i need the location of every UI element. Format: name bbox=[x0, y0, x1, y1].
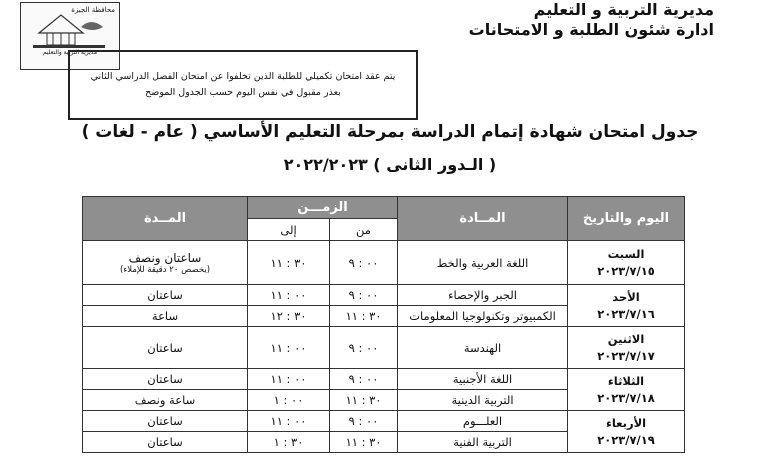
subject-cell: اللغة الأجنبية bbox=[398, 369, 568, 390]
day-cell: الاثنين ٢٠٢٣/٧/١٧ bbox=[568, 327, 685, 369]
time-to-cell: ٠٠ : ١١ bbox=[248, 369, 330, 390]
duration-cell: ساعتان bbox=[83, 369, 248, 390]
header-time: الزمـــن bbox=[248, 197, 398, 219]
duration-cell: ساعتان bbox=[83, 432, 248, 453]
time-from-cell: ٣٠ : ١١ bbox=[330, 432, 398, 453]
table-row bbox=[83, 369, 685, 390]
schedule-subtitle: ( الـدور الثانى ) ٢٠٢٢/٢٠٢٣ bbox=[283, 155, 497, 174]
time-to-cell: ٠٠ : ١١ bbox=[248, 411, 330, 432]
table-row bbox=[83, 411, 685, 432]
subject-cell: العلـــوم bbox=[398, 411, 568, 432]
time-to-cell: ٠٠ : ١١ bbox=[248, 285, 330, 306]
day-cell: الأربعاء ٢٠٢٣/٧/١٩ bbox=[568, 411, 685, 453]
exam-schedule-table bbox=[82, 196, 685, 453]
duration-cell: ساعتان bbox=[83, 327, 248, 369]
day-cell: الثلاثاء ٢٠٢٣/٧/١٨ bbox=[568, 369, 685, 411]
header-from: من bbox=[330, 219, 398, 241]
header-to: إلى bbox=[248, 219, 330, 241]
table-row bbox=[83, 241, 685, 285]
schedule-title: جدول امتحان شهادة إتمام الدراسة بمرحلة التعليم الأساسي ( عام - لغات ) bbox=[81, 122, 699, 142]
supplementary-exam-note bbox=[68, 50, 418, 120]
header-line-1: مديرية التربية و التعليم bbox=[533, 0, 714, 19]
duration-cell: ساعة ونصف bbox=[83, 390, 248, 411]
note-line-1: يتم عقد امتحان تكميلي للطلبة الذين تخلفوا عن امتحان الفصل الدراسي الثاني bbox=[90, 71, 396, 82]
note-line-2: بعذر مقبول في نفس اليوم حسب الجدول الموضح bbox=[145, 87, 341, 98]
time-from-cell: ٠٠ : ٩ bbox=[330, 241, 398, 285]
time-to-cell: ٣٠ : ١ bbox=[248, 432, 330, 453]
duration-cell: ساعة bbox=[83, 306, 248, 327]
day-cell: الأحد ٢٠٢٣/٧/١٦ bbox=[568, 285, 685, 327]
time-to-cell: ٣٠ : ١١ bbox=[248, 241, 330, 285]
directorate-header bbox=[354, 0, 714, 40]
logo-subtitle: مديرية التربية والتعليم bbox=[42, 49, 98, 56]
subject-cell: الجبر والإحصاء bbox=[398, 285, 568, 306]
subject-cell: اللغة العربية والخط bbox=[398, 241, 568, 285]
subject-cell: التربية الفنية bbox=[398, 432, 568, 453]
subject-cell: الكمبيوتر وتكنولوجيا المعلومات bbox=[398, 306, 568, 327]
duration-cell: ساعتان ونصف (يخصص ٢٠ دقيقة للإملاء) bbox=[83, 241, 248, 285]
time-from-cell: ٠٠ : ٩ bbox=[330, 327, 398, 369]
header-subject: المــادة bbox=[398, 197, 568, 241]
time-from-cell: ٠٠ : ٩ bbox=[330, 411, 398, 432]
time-from-cell: ٠٠ : ٩ bbox=[330, 285, 398, 306]
time-from-cell: ٣٠ : ١١ bbox=[330, 390, 398, 411]
time-from-cell: ٣٠ : ١١ bbox=[330, 306, 398, 327]
subject-cell: الهندسة bbox=[398, 327, 568, 369]
header-day: اليوم والتاريخ bbox=[568, 197, 685, 241]
table-row bbox=[83, 327, 685, 369]
logo-title: محافظة الجيزة bbox=[71, 6, 115, 14]
time-to-cell: ٠٠ : ١١ bbox=[248, 327, 330, 369]
header-duration: المــدة bbox=[83, 197, 248, 241]
time-to-cell: ٣٠ : ١٢ bbox=[248, 306, 330, 327]
time-to-cell: ٠٠ : ١ bbox=[248, 390, 330, 411]
time-from-cell: ٠٠ : ٩ bbox=[330, 369, 398, 390]
day-cell: السبت ٢٠٢٣/٧/١٥ bbox=[568, 241, 685, 285]
duration-cell: ساعتان bbox=[83, 411, 248, 432]
duration-cell: ساعتان bbox=[83, 285, 248, 306]
subject-cell: التربية الدينية bbox=[398, 390, 568, 411]
table-row bbox=[83, 285, 685, 306]
header-line-2: ادارة شئون الطلبة و الامتحانات bbox=[468, 20, 714, 39]
